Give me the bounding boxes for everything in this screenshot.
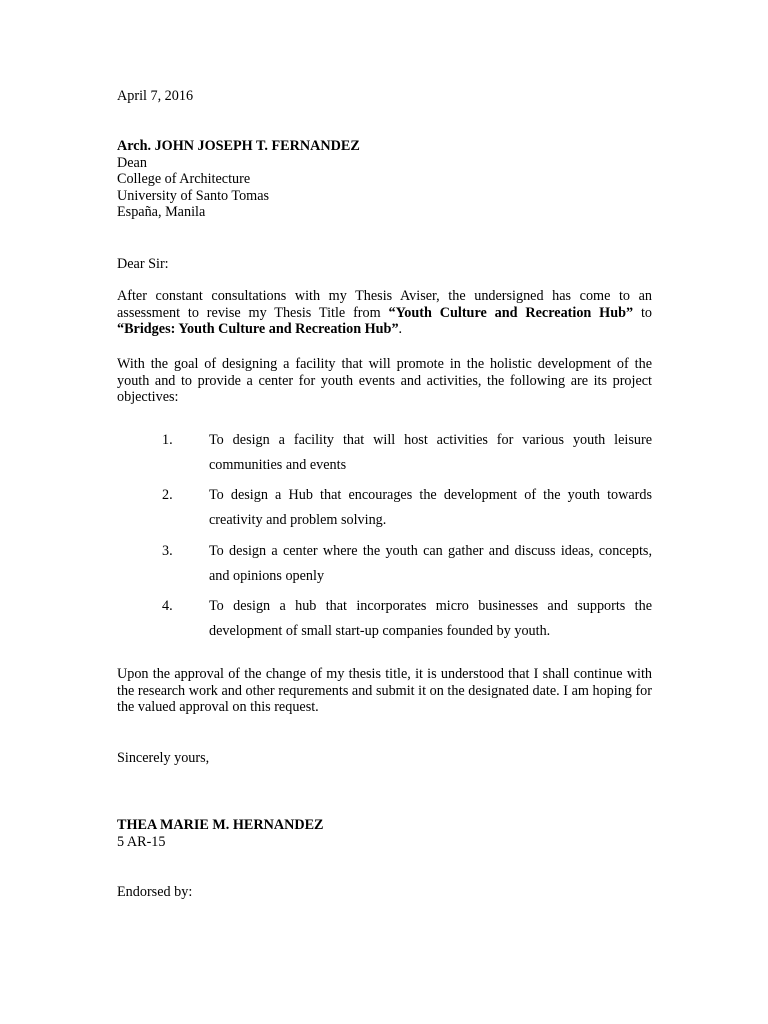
recipient-name: Arch. JOHN JOSEPH T. FERNANDEZ — [117, 138, 360, 154]
paragraph1-text-b: to — [633, 304, 652, 321]
new-thesis-title: “Bridges: Youth Culture and Recreation Hub” — [117, 321, 399, 338]
recipient-address-block — [117, 138, 652, 221]
sender-name: THEA MARIE M. HERNANDEZ — [117, 817, 324, 833]
objective-text: To design a hub that incorporates micro businesses and supports the development of small start-up companies founded by youth. — [209, 597, 652, 639]
objective-number: 3. — [162, 542, 173, 559]
endorsement-label: Endorsed by: — [117, 884, 193, 900]
sender-section: 5 AR-15 — [117, 833, 166, 850]
closing: Sincerely yours, — [117, 750, 210, 766]
sender-block — [117, 817, 652, 850]
old-thesis-title: “Youth Culture and Recreation Hub” — [388, 304, 634, 321]
objective-text: To design a center where the youth can gather and discuss ideas, concepts, and opinions openly — [209, 542, 652, 584]
paragraph1-text-a: After constant consultations with my Thesis Aviser, the undersigned has come to an assessment to revise my Thesis Title from — [117, 288, 652, 321]
paragraph-title-revision — [117, 288, 652, 338]
objective-number: 1. — [162, 432, 173, 448]
objective-number: 2. — [162, 487, 173, 504]
paragraph-approval-request: Upon the approval of the change of my thesis title, it is understood that I shall continue with the research work and other requrements and submit it on the designated date. I am hoping for the valued approval on this request. — [117, 666, 652, 716]
objective-item — [117, 483, 652, 538]
recipient-location: España, Manila — [117, 204, 206, 221]
objective-number: 4. — [162, 597, 173, 614]
paragraph1-text-c: . — [398, 321, 403, 338]
objective-text: To design a facility that will host activities for various youth leisure communities and events — [209, 432, 652, 473]
letter-date: April 7, 2016 — [117, 88, 194, 104]
objective-item — [117, 539, 652, 594]
recipient-university: University of Santo Tomas — [117, 187, 270, 204]
recipient-title: Dean — [117, 154, 147, 171]
objective-item — [117, 594, 652, 649]
recipient-college: College of Architecture — [117, 171, 251, 188]
objective-text: To design a Hub that encourages the development of the youth towards creativity and problem solving. — [209, 487, 652, 529]
salutation: Dear Sir: — [117, 256, 169, 272]
paragraph-objectives-intro: With the goal of designing a facility that will promote in the holistic development of the youth and to provide a center for youth events and activities, the following are its project objectives: — [117, 356, 652, 406]
objective-item — [117, 428, 652, 483]
objectives-list — [117, 428, 652, 649]
